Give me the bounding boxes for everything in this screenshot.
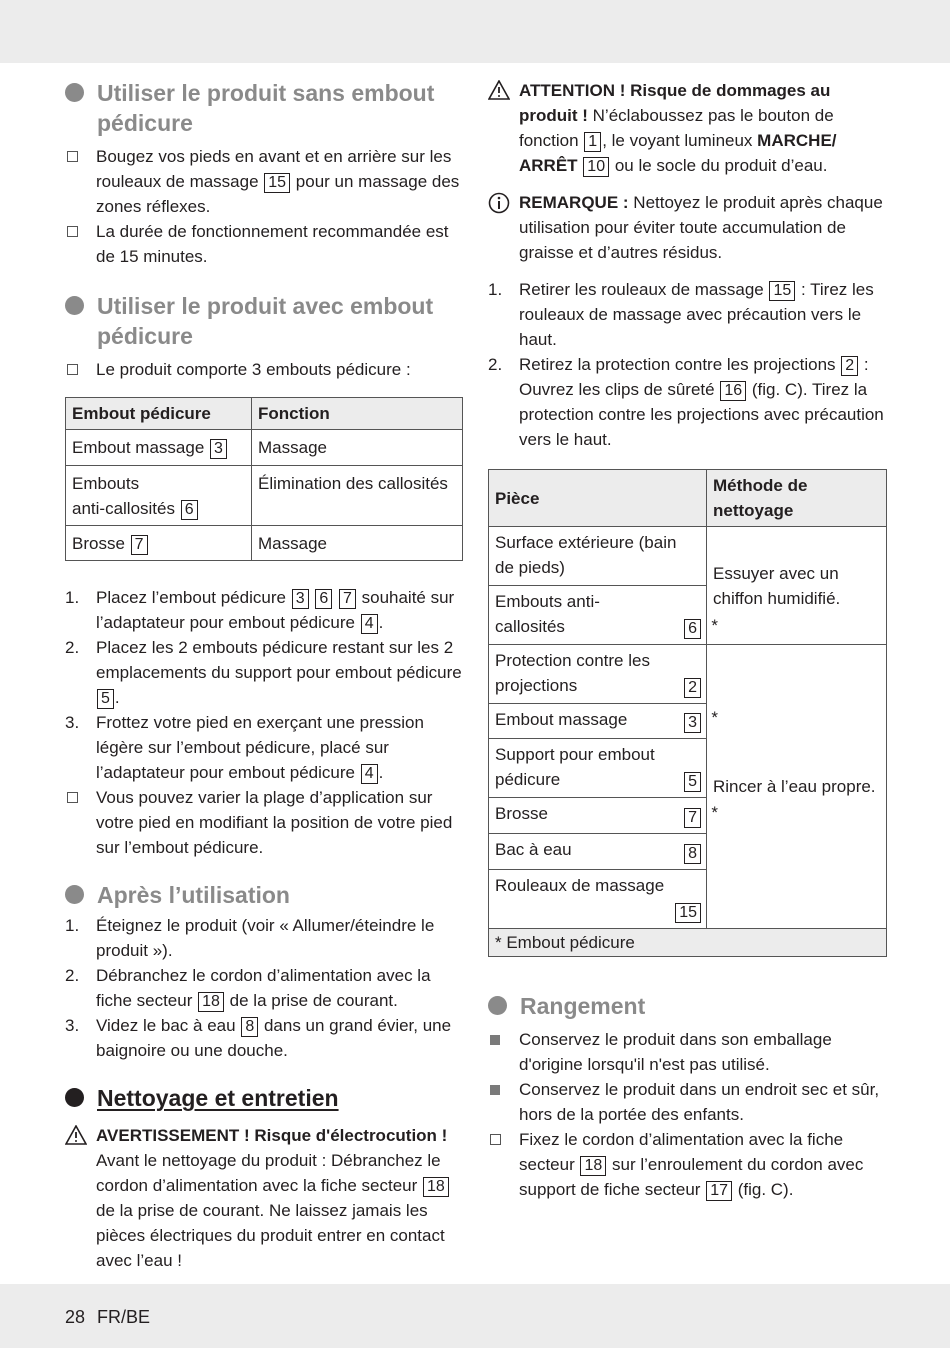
section-title-with-attachment: Utiliser le produit avec embout pédicure	[65, 291, 465, 351]
table-header: Fonction	[252, 398, 463, 430]
warning-triangle-icon	[488, 80, 510, 100]
table-header: Méthode de nettoyage	[707, 470, 887, 527]
attachments-table	[65, 397, 463, 561]
table-row: Embout massage 3 Massage	[66, 430, 463, 466]
table-row: Support pour embout pédicure 5	[489, 739, 887, 798]
table-footnote-row: * Embout pédicure	[489, 929, 887, 957]
section-title-without-attachment: Utiliser le produit sans embout pédicure	[65, 78, 465, 138]
square-bullet-icon	[490, 1035, 500, 1045]
list-item: 3. Frottez votre pied en exerçant une pression légère sur l’embout pédicure, placé sur l’adaptateur pour embout pédicure 4 .	[65, 713, 424, 782]
table-header: Embout pédicure	[66, 398, 252, 430]
cleaning-table	[488, 469, 887, 957]
warning-block: AVERTISSEMENT ! Risque d'électrocution ! Avant le nettoyage du produit : Débranchez le cordon d’alimentation avec la fiche secteur 18 de la prise de courant. Ne laissez jamais les pièces électriques du produit entrer en contact avec l’eau !	[65, 1123, 465, 1273]
bullet-dot-icon	[65, 296, 84, 315]
checkbox-bullet-icon	[67, 364, 78, 375]
list-item: 1. Éteignez le produit (voir « Allumer/éteindre le produit »).	[65, 916, 435, 960]
list-item: Fixez le cordon d’alimentation avec la fiche secteur 18 sur l’enroulement du cordon avec support de fiche secteur 17 (fig. C).	[488, 1127, 888, 1202]
checkbox-bullet-icon	[490, 1134, 501, 1145]
page-footer	[65, 1305, 162, 1330]
table-row: Embouts anti-callosités 6 Élimination des callosités	[66, 466, 463, 526]
list-item: Le produit comporte 3 embouts pédicure :	[65, 357, 465, 382]
note-block: REMARQUE : Nettoyez le produit après chaque utilisation pour éviter toute accumulation de graisse et d’autres résidus.	[488, 190, 888, 265]
language-code: FR/BE	[97, 1307, 151, 1327]
list-item: Bougez vos pieds en avant et en arrière sur les rouleaux de massage 15 pour un massage des zones réflexes.	[65, 144, 465, 219]
bullet-dot-icon	[65, 1088, 84, 1107]
section-title-after-use: Après l’utilisation	[65, 880, 465, 910]
table-row: Brosse 7 Massage	[66, 526, 463, 561]
list-item: 2. Débranchez le cordon d’alimentation avec la fiche secteur 18 de la prise de courant.	[65, 966, 431, 1010]
page-number: 28	[65, 1307, 86, 1327]
list-item: Conservez le produit dans son emballage d'origine lorsqu'il n'est pas utilisé.	[488, 1027, 888, 1077]
list-item: 1. Placez l’embout pédicure 3 6 7 souhaité sur l’adaptateur pour embout pédicure 4 .	[65, 588, 455, 632]
list-item: La durée de fonctionnement recommandée est de 15 minutes.	[65, 219, 465, 269]
bullet-dot-icon	[65, 83, 84, 102]
attention-block: ATTENTION ! Risque de dommages au produit ! N’éclaboussez pas le bouton de fonction 1 , le voyant lumineux MARCHE/ ARRÊT 10 ou le socle du produit d’eau.	[488, 78, 888, 178]
checkbox-bullet-icon	[67, 792, 78, 803]
table-row: Rouleaux de massage 15	[489, 870, 887, 929]
bullet-dot-icon	[488, 996, 507, 1015]
table-row: Brosse 7 *	[489, 798, 887, 834]
right-column	[488, 78, 888, 1202]
table-row: Protection contre les projections 2 Rincer à l’eau propre.	[489, 645, 887, 704]
checkbox-bullet-icon	[67, 226, 78, 237]
list-item: 3. Videz le bac à eau 8 dans un grand évier, une baignoire ou une douche.	[65, 1016, 452, 1060]
section-title-storage: Rangement	[488, 991, 888, 1021]
list-item: 2. Placez les 2 embouts pédicure restant sur les 2 emplacements du support pour embout pédicure 5 .	[65, 638, 462, 707]
info-icon	[488, 192, 510, 214]
square-bullet-icon	[490, 1085, 500, 1095]
table-row: Embouts anti-callosités 6 *	[489, 586, 887, 645]
table-row: Embout massage 3 *	[489, 704, 887, 739]
bullet-dot-icon	[65, 885, 84, 904]
left-column	[65, 78, 465, 1273]
list-item: Vous pouvez varier la plage d’application sur votre pied en modifiant la position de votre pied sur l’embout pédicure.	[65, 785, 465, 860]
section-title-cleaning: Nettoyage et entretien	[65, 1083, 465, 1113]
table-header: Pièce	[489, 470, 707, 527]
table-row: Bac à eau 8	[489, 834, 887, 870]
list-item: Conservez le produit dans un endroit sec et sûr, hors de la portée des enfants.	[488, 1077, 888, 1127]
table-row: Surface extérieure (bain de pieds) Essuyer avec un chiffon humidifié.	[489, 527, 887, 586]
list-item: 2. Retirez la protection contre les projections 2 : Ouvrez les clips de sûreté 16 (fig. C). Tirez la protection contre les projections avec précaution vers le haut.	[488, 355, 884, 449]
checkbox-bullet-icon	[67, 151, 78, 162]
warning-triangle-icon	[65, 1125, 87, 1145]
list-item: 1. Retirer les rouleaux de massage 15 : Tirez les rouleaux de massage avec précaution vers le haut.	[488, 280, 874, 349]
header-band	[0, 0, 950, 63]
